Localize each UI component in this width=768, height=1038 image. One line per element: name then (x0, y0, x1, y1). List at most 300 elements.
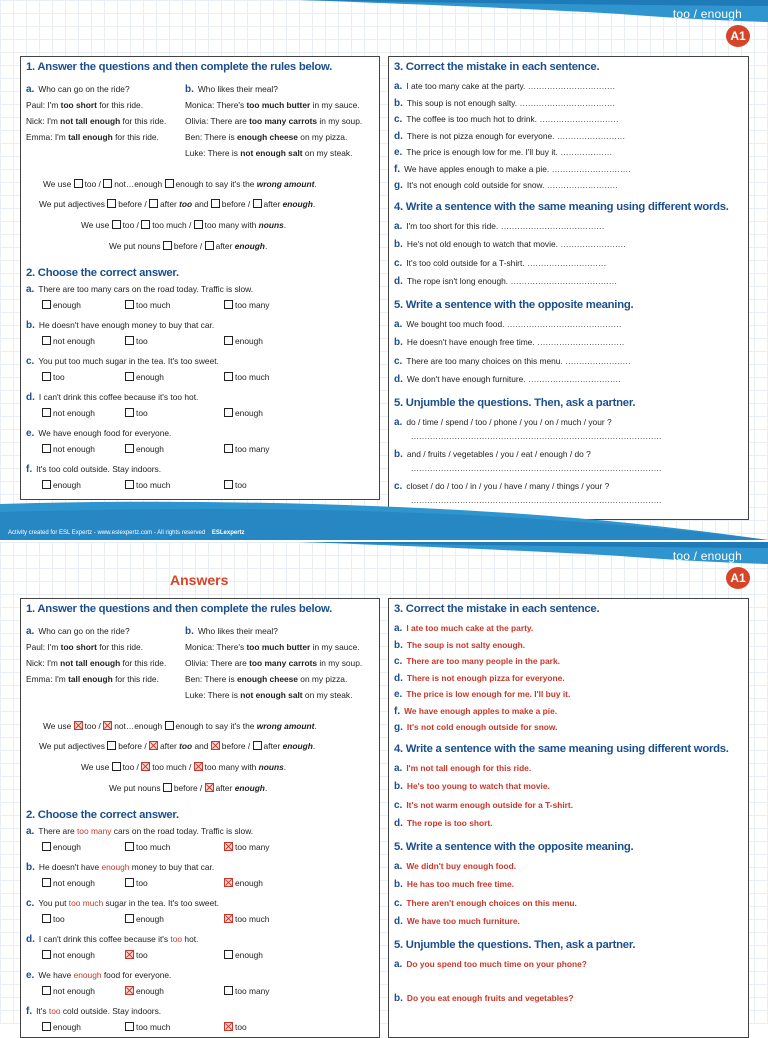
ex2-checkbox[interactable] (224, 950, 233, 959)
ex2-option[interactable] (224, 480, 247, 490)
text: . (283, 762, 287, 772)
ex1-b-line-part: in my sauce. (310, 642, 360, 652)
ex5-item (394, 879, 514, 890)
ex2-checkbox[interactable] (42, 914, 51, 923)
ex1-b (185, 626, 278, 637)
ex2-option[interactable] (125, 372, 164, 382)
ex5-item (394, 319, 622, 330)
text: after (215, 783, 235, 793)
rule-4 (109, 783, 267, 793)
text: food for everyone. (101, 970, 172, 980)
ex2-option[interactable] (42, 1022, 81, 1032)
ex4-title: 4. Write a sentence with the same meaning using different words. (394, 742, 729, 755)
ex3-letter: g. (394, 722, 403, 733)
text: . (264, 241, 268, 251)
text: after (263, 741, 283, 751)
ex2-option-label: too much (136, 300, 171, 310)
ex1-a-line (26, 132, 159, 142)
ex2-checkbox[interactable] (224, 1022, 233, 1031)
rule-not-enough-checkbox[interactable] (103, 179, 112, 188)
ex2-option-label: enough (136, 914, 164, 924)
ex3-item (394, 689, 570, 700)
text: too / (122, 762, 142, 772)
text: We put nouns (109, 241, 163, 251)
text: enough (282, 199, 313, 209)
ex5-item (394, 337, 625, 348)
text: before / (173, 783, 205, 793)
ex5-answer-line[interactable]: ................................ (534, 337, 625, 347)
ex2-option-label: too (235, 480, 247, 490)
ex5-text: We have too much furniture. (406, 916, 520, 926)
rule-3 (81, 762, 286, 772)
text: enough to say it's the (175, 721, 257, 731)
ex2-checkbox[interactable] (125, 372, 134, 381)
ex2-question (26, 356, 219, 367)
letter-a: a. (26, 84, 35, 95)
ex3-answer-line[interactable]: .......................... (544, 180, 619, 190)
letter-b: b. (185, 84, 194, 95)
ex2-checkbox[interactable] (42, 878, 51, 887)
text: cold outside. Stay indoors. (60, 1006, 162, 1016)
ex1-a-line-part: Nick: I'm (26, 116, 61, 126)
ex3-item (394, 722, 557, 733)
ex4-item (394, 239, 626, 250)
ex2-checkbox[interactable] (42, 408, 51, 417)
ex5-letter: c. (394, 897, 403, 909)
ex2-letter: f. (26, 1006, 33, 1017)
ex2-checkbox[interactable] (42, 986, 51, 995)
ex2-option-label: too (235, 1022, 247, 1032)
ex3-answer-line[interactable]: ................................... (517, 97, 616, 108)
ex5-item (394, 356, 631, 367)
ex3-item (394, 81, 615, 92)
ex2-question-text: I can't drink this coffee because it's too hot. (38, 392, 199, 402)
ex1-b-line-part: Ben: There is (185, 132, 237, 142)
ex2-question-text: We have enough food for everyone. (38, 428, 172, 438)
ex2-checkbox[interactable] (125, 950, 134, 959)
rule-enough-checkbox[interactable] (165, 721, 174, 730)
rule-too-checkbox[interactable] (74, 721, 83, 730)
ex5-text: We bought too much food. (406, 318, 505, 329)
ex3-text: There is not pizza enough for everyone. (406, 130, 555, 141)
ex2-option-label: enough (235, 336, 263, 346)
ex6-item (394, 959, 587, 970)
text: He doesn't have (38, 862, 102, 872)
ex2-letter: c. (26, 356, 35, 367)
ex3-item (394, 98, 615, 109)
ex2-question (26, 464, 161, 475)
ex2-option[interactable] (42, 878, 95, 888)
ex2-option[interactable] (224, 950, 263, 960)
text: before / (221, 199, 253, 209)
ex2-question (26, 320, 214, 331)
ex1-a-line-part: not tall enough (60, 116, 121, 126)
ex3-letter: b. (394, 639, 403, 651)
ex3-text: We have apples enough to make a pie. (404, 163, 550, 174)
ex3-title: 3. Correct the mistake in each sentence. (394, 603, 600, 615)
rule-too-many-nouns[interactable] (194, 762, 203, 771)
text: before / (118, 199, 150, 209)
ex1-b-line-part: too many carrots (249, 116, 318, 126)
ex1-a (26, 626, 130, 637)
ex4-letter: c. (394, 257, 403, 269)
ex5-answer-line[interactable]: .......................................... (504, 318, 622, 329)
ex2-checkbox[interactable] (125, 480, 134, 489)
answers-heading: Answers (170, 572, 229, 588)
rule-too-much-nouns[interactable] (141, 220, 150, 229)
rule-4 (109, 241, 267, 251)
text: It's (36, 1006, 49, 1016)
text: too (179, 199, 193, 209)
ex3-text: We have enough apples to make a pie. (404, 705, 558, 716)
ex1-a-line-part: Emma: I'm (26, 132, 69, 142)
ex2-option[interactable] (224, 336, 263, 346)
ex2-highlight: too many (76, 826, 112, 836)
ex2-checkbox[interactable] (224, 300, 233, 309)
text: too / (84, 179, 104, 189)
text: cars on the road today. Traffic is slow. (111, 826, 254, 836)
ex3-answer-line[interactable]: ................................ (525, 81, 616, 91)
ex1-b-line-part: on my steak. (302, 148, 353, 158)
ex2-checkbox[interactable] (42, 372, 51, 381)
ex2-option[interactable] (224, 372, 269, 382)
ex5-letter: a. (394, 860, 403, 872)
ex2-checkbox[interactable] (42, 1022, 51, 1031)
rule-adj-after-enough[interactable] (253, 741, 262, 750)
header-wave-2 (0, 542, 768, 582)
rule-too-nouns[interactable] (112, 220, 121, 229)
ex2-option[interactable] (125, 408, 148, 418)
ex4-answer-line[interactable]: ........................ (557, 239, 627, 249)
ex2-option[interactable] (125, 480, 170, 490)
ex4-letter: b. (394, 781, 403, 792)
ex3-item (394, 623, 533, 634)
ex3-item (394, 147, 612, 158)
text: not…enough (114, 721, 165, 731)
ex2-option[interactable] (224, 842, 269, 852)
level-badge: A1 (726, 25, 750, 47)
ex2-option-label: enough (53, 1022, 81, 1032)
ex2-question (26, 392, 198, 403)
rule-adj-before-too[interactable] (107, 741, 116, 750)
ex3-item (394, 640, 525, 651)
ex6-item (394, 481, 609, 492)
ex2-checkbox[interactable] (42, 300, 51, 309)
ex2-option[interactable] (42, 950, 95, 960)
ex2-checkbox[interactable] (42, 950, 51, 959)
ex2-question-text: It's too cold outside. Stay indoors. (36, 464, 162, 474)
rule-adj-before-too[interactable] (107, 199, 116, 208)
ex1-a-line-part: too short (60, 642, 97, 652)
ex2-highlight: enough (73, 970, 102, 980)
ex1-a-question: Who can go on the ride? (38, 84, 130, 94)
ex2-checkbox[interactable] (42, 336, 51, 345)
rule-adj-before-enough[interactable] (211, 741, 220, 750)
ex4-text: He's not old enough to watch that movie. (406, 239, 558, 249)
ex5-answer-line[interactable]: .................................. (525, 374, 622, 384)
text: enough (234, 783, 265, 793)
ex6-letter: b. (394, 992, 403, 1004)
ex2-option[interactable] (42, 842, 81, 852)
ex4-item (394, 258, 606, 269)
ex3-letter: f. (394, 705, 401, 717)
ex1-b-line (185, 658, 362, 668)
rule-adj-after-enough[interactable] (253, 199, 262, 208)
ex1-a-line-part: Paul: I'm (26, 642, 61, 652)
ex2-option[interactable] (224, 444, 269, 454)
ex2-checkbox[interactable] (224, 842, 233, 851)
ex1-b-question: Who likes their meal? (197, 626, 278, 636)
text: sugar in the tea. It's too sweet. (103, 898, 219, 908)
ex4-letter: d. (394, 818, 403, 829)
ex2-title: 2. Choose the correct answer. (26, 809, 179, 821)
ex2-checkbox[interactable] (42, 444, 51, 453)
ex2-checkbox[interactable] (224, 372, 233, 381)
ex3-answer-line[interactable]: ......................... (554, 130, 626, 141)
ex4-letter: c. (394, 799, 403, 811)
rule-too-checkbox[interactable] (74, 179, 83, 188)
ex2-question (26, 970, 171, 981)
ex2-option[interactable] (125, 878, 148, 888)
ex2-option[interactable] (125, 444, 164, 454)
ex1-b-line-part: enough cheese (236, 674, 298, 684)
ex3-item (394, 131, 625, 142)
ex2-checkbox[interactable] (125, 300, 134, 309)
ex1-b-line (185, 116, 362, 126)
ex1-b-line-part: in my soup. (317, 116, 363, 126)
ex2-option[interactable] (224, 914, 269, 924)
ex2-option[interactable] (42, 914, 65, 924)
text: We use (43, 721, 74, 731)
ex1-b-line-part: Olivia: There are (185, 116, 250, 126)
ex2-option[interactable] (125, 950, 148, 960)
ex2-option[interactable] (125, 914, 164, 924)
ex5-text: He doesn't have enough free time. (406, 337, 535, 347)
ex2-checkbox[interactable] (42, 480, 51, 489)
rule-adj-after-too[interactable] (149, 741, 158, 750)
ex2-option-label: too many (235, 300, 270, 310)
rule-not-enough-checkbox[interactable] (103, 721, 112, 730)
ex6-item (394, 993, 573, 1004)
ex2-checkbox[interactable] (125, 914, 134, 923)
ex3-answer-line[interactable]: ................... (557, 147, 613, 157)
ex1-a-line (26, 116, 166, 126)
ex2-checkbox[interactable] (224, 986, 233, 995)
ex6-answer-line[interactable]: ............................................................................................ (411, 430, 662, 441)
ex2-option[interactable] (42, 336, 95, 346)
ex1-title: 1. Answer the questions and then complete the rules below. (26, 603, 333, 615)
ex1-a-line-part: for this ride. (120, 116, 167, 126)
rule-too-nouns[interactable] (112, 762, 121, 771)
ex2-option[interactable] (224, 408, 263, 418)
ex1-a-line-part: for this ride. (96, 100, 144, 110)
ex6-answer-line[interactable]: ............................................................................................ (411, 494, 662, 505)
ex2-question (26, 898, 219, 909)
ex5-text: He has too much free time. (406, 879, 514, 889)
rule-nouns-before[interactable] (163, 241, 172, 250)
ex3-letter: b. (394, 97, 403, 109)
ex2-checkbox[interactable] (42, 842, 51, 851)
ex1-b-line-part: Luke: There is (185, 690, 241, 700)
ex2-checkbox[interactable] (125, 878, 134, 887)
ex1-b-line-part: on my pizza. (297, 132, 348, 142)
text: and (192, 199, 211, 209)
ex4-text: It's too cold outside for a T-shirt. (406, 257, 525, 268)
ex2-checkbox[interactable] (224, 878, 233, 887)
ex6-text: Do you eat enough fruits and vegetables? (406, 992, 574, 1003)
ex4-text: The rope isn't long enough. (406, 276, 509, 286)
ex2-option[interactable] (42, 372, 65, 382)
ex1-b-line-part: not enough salt (240, 148, 303, 158)
text: We use (43, 179, 74, 189)
ex2-checkbox[interactable] (125, 408, 134, 417)
ex2-checkbox[interactable] (224, 914, 233, 923)
rule-enough-checkbox[interactable] (165, 179, 174, 188)
text: enough to say it's the (175, 179, 257, 189)
ex2-option[interactable] (125, 336, 148, 346)
ex2-checkbox[interactable] (125, 1022, 134, 1031)
ex1-b-line-part: not enough salt (240, 690, 303, 700)
ex6-answer-line[interactable]: ............................................................................................ (411, 462, 662, 473)
rule-1 (43, 179, 317, 189)
ex2-question (26, 862, 214, 873)
ex1-b-line-part: Monica: There's (185, 100, 247, 110)
ex2-letter: e. (26, 970, 35, 981)
ex2-option[interactable] (125, 842, 170, 852)
text: . (264, 783, 268, 793)
ex6-letter: a. (394, 958, 403, 970)
ex3-text: There is not enough pizza for everyone. (406, 672, 565, 683)
ex2-letter: a. (26, 284, 35, 295)
rule-adj-before-enough[interactable] (211, 199, 220, 208)
ex3-item (394, 114, 619, 125)
ex1-a-line-part: for this ride. (112, 674, 159, 684)
rule-nouns-before[interactable] (163, 783, 172, 792)
letter-b: b. (185, 626, 194, 637)
ex1-a-line (26, 658, 166, 668)
right-panel-answers (388, 598, 749, 1038)
ex3-text: The coffee is too much hot to drink. (406, 114, 538, 124)
ex2-option[interactable] (224, 300, 269, 310)
text: too much / (152, 220, 194, 230)
ex2-checkbox[interactable] (224, 444, 233, 453)
ex2-option[interactable] (224, 878, 263, 888)
ex5-letter: c. (394, 355, 403, 367)
ex5-text: We didn't buy enough food. (406, 860, 517, 871)
ex2-checkbox[interactable] (224, 336, 233, 345)
ex2-checkbox[interactable] (125, 444, 134, 453)
ex2-checkbox[interactable] (125, 842, 134, 851)
ex2-checkbox[interactable] (224, 408, 233, 417)
ex3-title: 3. Correct the mistake in each sentence. (394, 61, 600, 73)
ex6-item (394, 449, 591, 460)
ex2-checkbox[interactable] (125, 986, 134, 995)
ex4-letter: a. (394, 762, 403, 774)
text: after (215, 241, 235, 251)
ex6-letter: c. (394, 480, 403, 492)
ex1-b-line (185, 100, 360, 110)
rule-adj-after-too[interactable] (149, 199, 158, 208)
text: . (312, 199, 316, 209)
ex2-option-label: not enough (53, 408, 95, 418)
ex2-option-label: enough (53, 300, 81, 310)
text: I can't drink this coffee because it's (38, 934, 171, 944)
ex2-option[interactable] (42, 444, 95, 454)
ex1-a-line (26, 674, 159, 684)
rule-nouns-after[interactable] (205, 783, 214, 792)
ex2-option[interactable] (42, 986, 95, 996)
ex2-option-label: too much (235, 914, 270, 924)
ex1-b-line-part: too many carrots (249, 658, 318, 668)
ex3-letter: c. (394, 114, 403, 125)
ex3-letter: a. (394, 81, 403, 92)
ex3-answer-line[interactable]: ............................. (549, 163, 632, 174)
ex2-checkbox[interactable] (224, 480, 233, 489)
ex2-title: 2. Choose the correct answer. (26, 267, 179, 279)
ex2-letter: b. (26, 862, 35, 873)
ex1-a-line (26, 100, 143, 110)
ex2-checkbox[interactable] (125, 336, 134, 345)
ex1-a-line-part: not tall enough (60, 658, 121, 668)
text: too / (122, 220, 142, 230)
ex2-option[interactable] (125, 1022, 170, 1032)
ex2-option-label: enough (53, 842, 81, 852)
ex5-letter: a. (394, 318, 403, 330)
ex5-letter: d. (394, 916, 403, 927)
ex3-letter: a. (394, 623, 403, 634)
ex1-b-line-part: Luke: There is (185, 148, 241, 158)
ex4-answer-line[interactable]: ............................. (524, 257, 607, 268)
ex3-item (394, 180, 618, 191)
ex2-option[interactable] (224, 1022, 247, 1032)
ex5-text: There are too many choices on this menu. (406, 355, 563, 366)
ex2-option-label: too many (235, 444, 270, 454)
text: and (192, 741, 211, 751)
ex1-a-question: Who can go on the ride? (38, 626, 130, 636)
ex2-option[interactable] (42, 408, 95, 418)
ex4-answer-line[interactable]: ...................................... (498, 220, 605, 231)
ex3-text: The price is low enough for me. I'll buy it. (406, 689, 571, 699)
text: too / (84, 721, 104, 731)
ex1-a-line-part: tall enough (68, 674, 113, 684)
ex2-option[interactable] (42, 300, 81, 310)
ex2-option[interactable] (125, 986, 164, 996)
text: before / (221, 741, 253, 751)
ex2-option[interactable] (125, 300, 170, 310)
ex1-b-line-part: too much butter (246, 642, 311, 652)
left-panel-answers (20, 598, 380, 1038)
ex2-question (26, 1006, 161, 1017)
ex2-question (26, 826, 253, 837)
rule-too-many-nouns[interactable] (194, 220, 203, 229)
text: enough (282, 741, 313, 751)
ex3-item (394, 706, 557, 717)
ex2-option[interactable] (224, 986, 269, 996)
ex1-b-line-part: in my soup. (317, 658, 363, 668)
ex2-option[interactable] (42, 480, 81, 490)
ex5-answer-line[interactable]: ........................ (562, 355, 631, 366)
ex2-option-label: enough (235, 878, 263, 888)
rule-nouns-after[interactable] (205, 241, 214, 250)
ex1-a-line (26, 642, 143, 652)
ex2-option-label: enough (235, 950, 263, 960)
ex4-answer-line[interactable]: ....................................... (508, 276, 618, 286)
ex3-letter: e. (394, 147, 403, 158)
rule-too-much-nouns[interactable] (141, 762, 150, 771)
ex5-letter: b. (394, 337, 403, 348)
ex3-answer-line[interactable]: ............................. (537, 114, 619, 124)
rule-2 (39, 199, 315, 209)
